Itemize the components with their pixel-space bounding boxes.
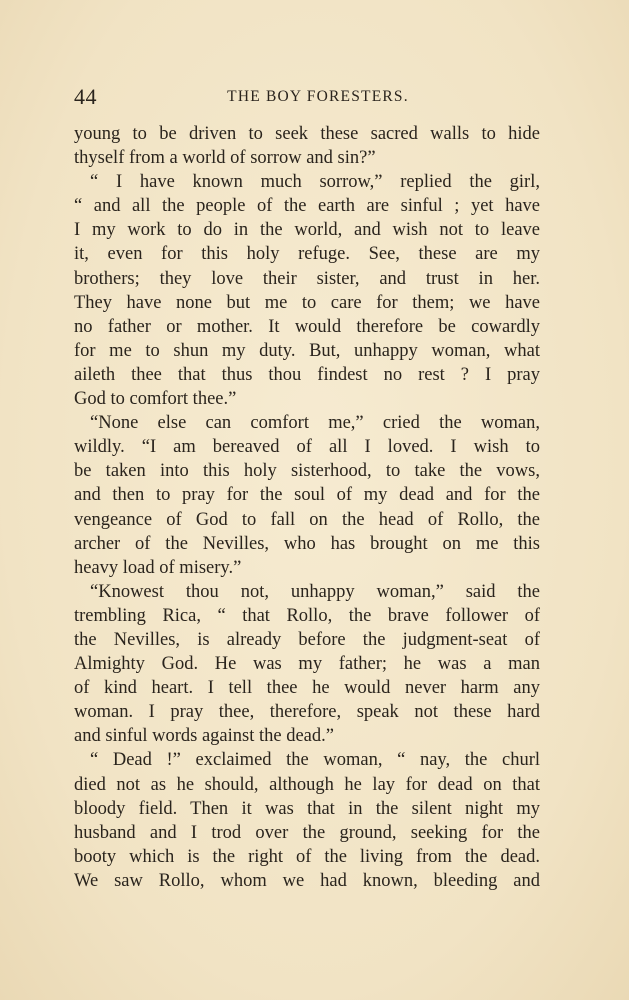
text-line: “None else can comfort me,” cried the woman, — [90, 413, 540, 434]
text-line: woman. I pray thee, therefore, speak not these hard — [74, 702, 540, 723]
text-line: heavy load of misery.” — [74, 557, 242, 578]
text-line: Almighty God. He was my father; he was a man — [74, 654, 540, 675]
text-line: “ Dead !” exclaimed the woman, “ nay, the churl — [90, 750, 540, 771]
running-head: THE BOY FORESTERS. — [227, 88, 409, 105]
text-line: archer of the Nevilles, who has brought on me this — [74, 533, 540, 554]
text-line: it, even for this holy refuge. See, these are my — [74, 244, 540, 265]
text-line: trembling Rica, “ that Rollo, the brave follower of — [74, 605, 540, 626]
text-line: They have none but me to care for them; we have — [74, 292, 540, 313]
text-line: “ and all the people of the earth are sinful ; yet have — [74, 196, 540, 217]
text-line: “Knowest thou not, unhappy woman,” said the — [90, 581, 540, 602]
text-line: booty which is the right of the living from the dead. — [74, 846, 540, 867]
text-line: I my work to do in the world, and wish not to leave — [74, 220, 540, 241]
text-line: for me to shun my duty. But, unhappy woman, what — [74, 340, 540, 361]
text-line: young to be driven to seek these sacred walls to hide — [74, 124, 540, 144]
body-text — [74, 122, 540, 893]
text-line: We saw Rollo, whom we had known, bleeding and — [74, 870, 540, 891]
text-line: husband and I trod over the ground, seeking for the — [74, 822, 540, 843]
text-line: vengeance of God to fall on the head of Rollo, the — [74, 509, 540, 530]
text-line: brothers; they love their sister, and trust in her. — [74, 268, 540, 289]
text-line: of kind heart. I tell thee he would never harm any — [74, 678, 540, 699]
text-line: bloody field. Then it was that in the silent night my — [74, 798, 540, 819]
text-line: God to comfort thee.” — [74, 389, 237, 410]
text-line: the Nevilles, is already before the judgment-seat of — [74, 629, 540, 650]
text-line: “ I have known much sorrow,” replied the girl, — [90, 172, 540, 193]
text-line: died not as he should, although he lay for dead on that — [74, 774, 540, 795]
text-line: aileth thee that thus thou findest no rest ? I pray — [74, 364, 540, 385]
text-line: no father or mother. It would therefore be cowardly — [74, 316, 540, 337]
text-line: wildly. “I am bereaved of all I loved. I wish to — [74, 437, 540, 458]
text-line: thyself from a world of sorrow and sin?” — [74, 148, 376, 169]
page-number: 44 — [74, 84, 97, 109]
text-line: be taken into this holy sisterhood, to take the vows, — [74, 461, 540, 482]
text-line: and sinful words against the dead.” — [74, 726, 334, 747]
page-header — [74, 84, 540, 112]
text-line: and then to pray for the soul of my dead and for the — [74, 485, 540, 506]
